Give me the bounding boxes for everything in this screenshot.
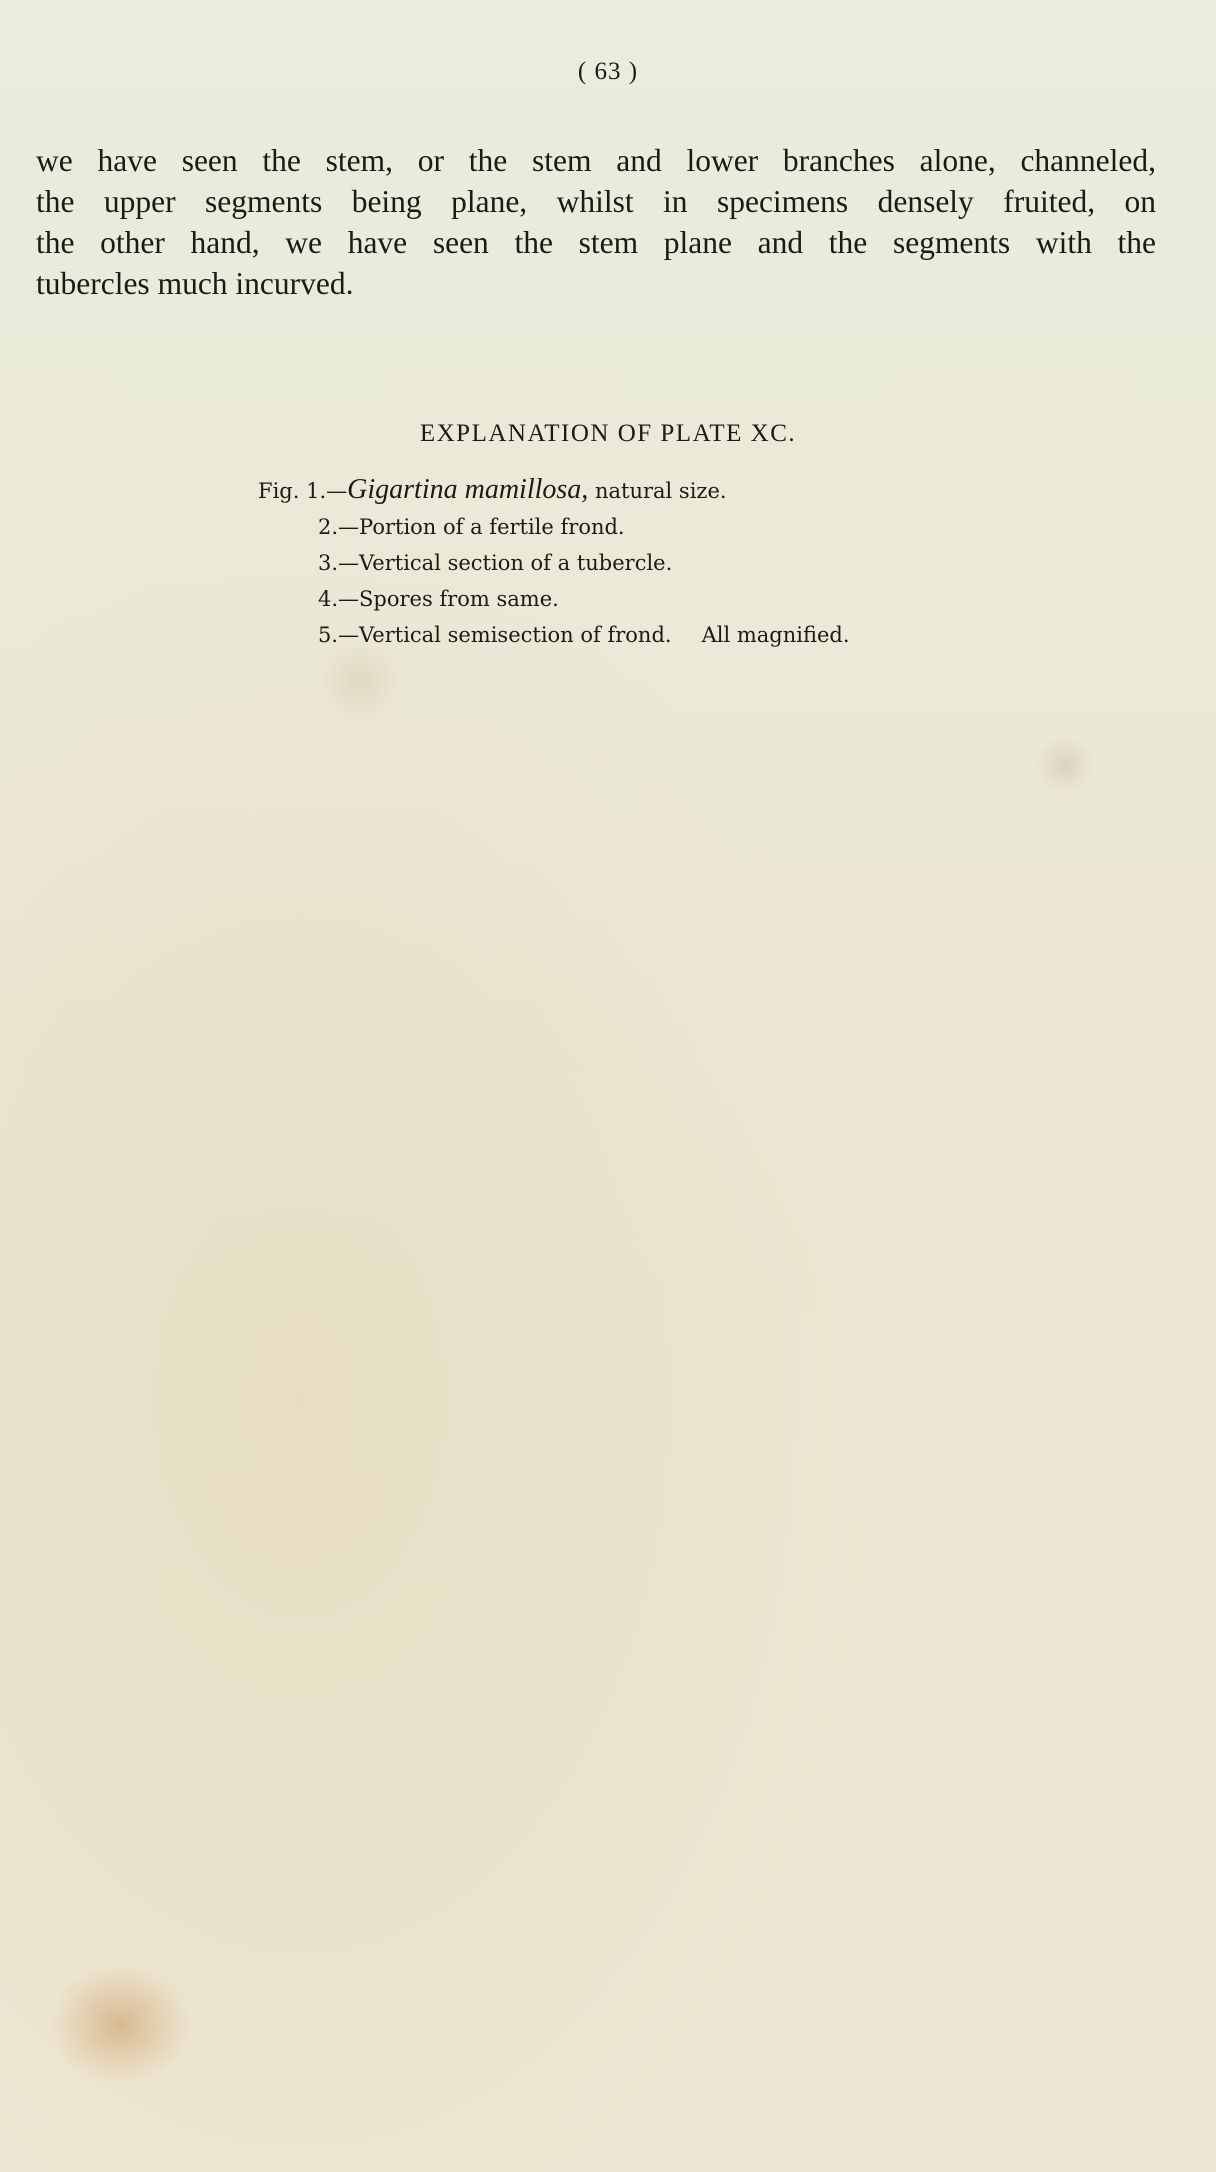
body-paragraph — [36, 140, 1156, 304]
figure-caption: Portion of a fertile frond. — [359, 515, 625, 539]
fig-prefix: Fig. — [258, 479, 300, 503]
paragraph-line: the upper segments being plane, whilst in specimens densely fruited, on — [36, 184, 1156, 219]
figure-item — [258, 545, 850, 581]
figure-item — [258, 617, 850, 653]
figure-number: 2.— — [318, 515, 360, 539]
figure-item — [258, 581, 850, 617]
page-number: ( 63 ) — [577, 58, 639, 85]
figure-caption: Vertical semisection of frond. — [359, 623, 672, 647]
species-name: Gigartina mamillosa, — [347, 474, 589, 505]
figure-number: 4.— — [318, 587, 360, 611]
figure-list — [258, 472, 850, 653]
paragraph-line: the other hand, we have seen the stem plane and the segments with the — [36, 225, 1156, 260]
figure-number: 1.— — [306, 479, 348, 503]
figure-caption: Vertical section of a tubercle. — [359, 551, 673, 575]
figure-caption: Spores from same. — [359, 587, 559, 611]
paragraph-line: tubercles much incurved. — [36, 266, 354, 301]
plate-explanation-heading: EXPLANATION OF PLATE XC. — [419, 420, 797, 447]
figure-item — [258, 472, 850, 509]
figure-number: 3.— — [318, 551, 360, 575]
figure-number: 5.— — [318, 623, 360, 647]
figure-caption-tail: All magnified. — [701, 623, 850, 647]
paragraph-line: we have seen the stem, or the stem and lower branches alone, channeled, — [36, 143, 1156, 178]
figure-item — [258, 509, 850, 545]
figure-caption: natural size. — [588, 479, 727, 503]
